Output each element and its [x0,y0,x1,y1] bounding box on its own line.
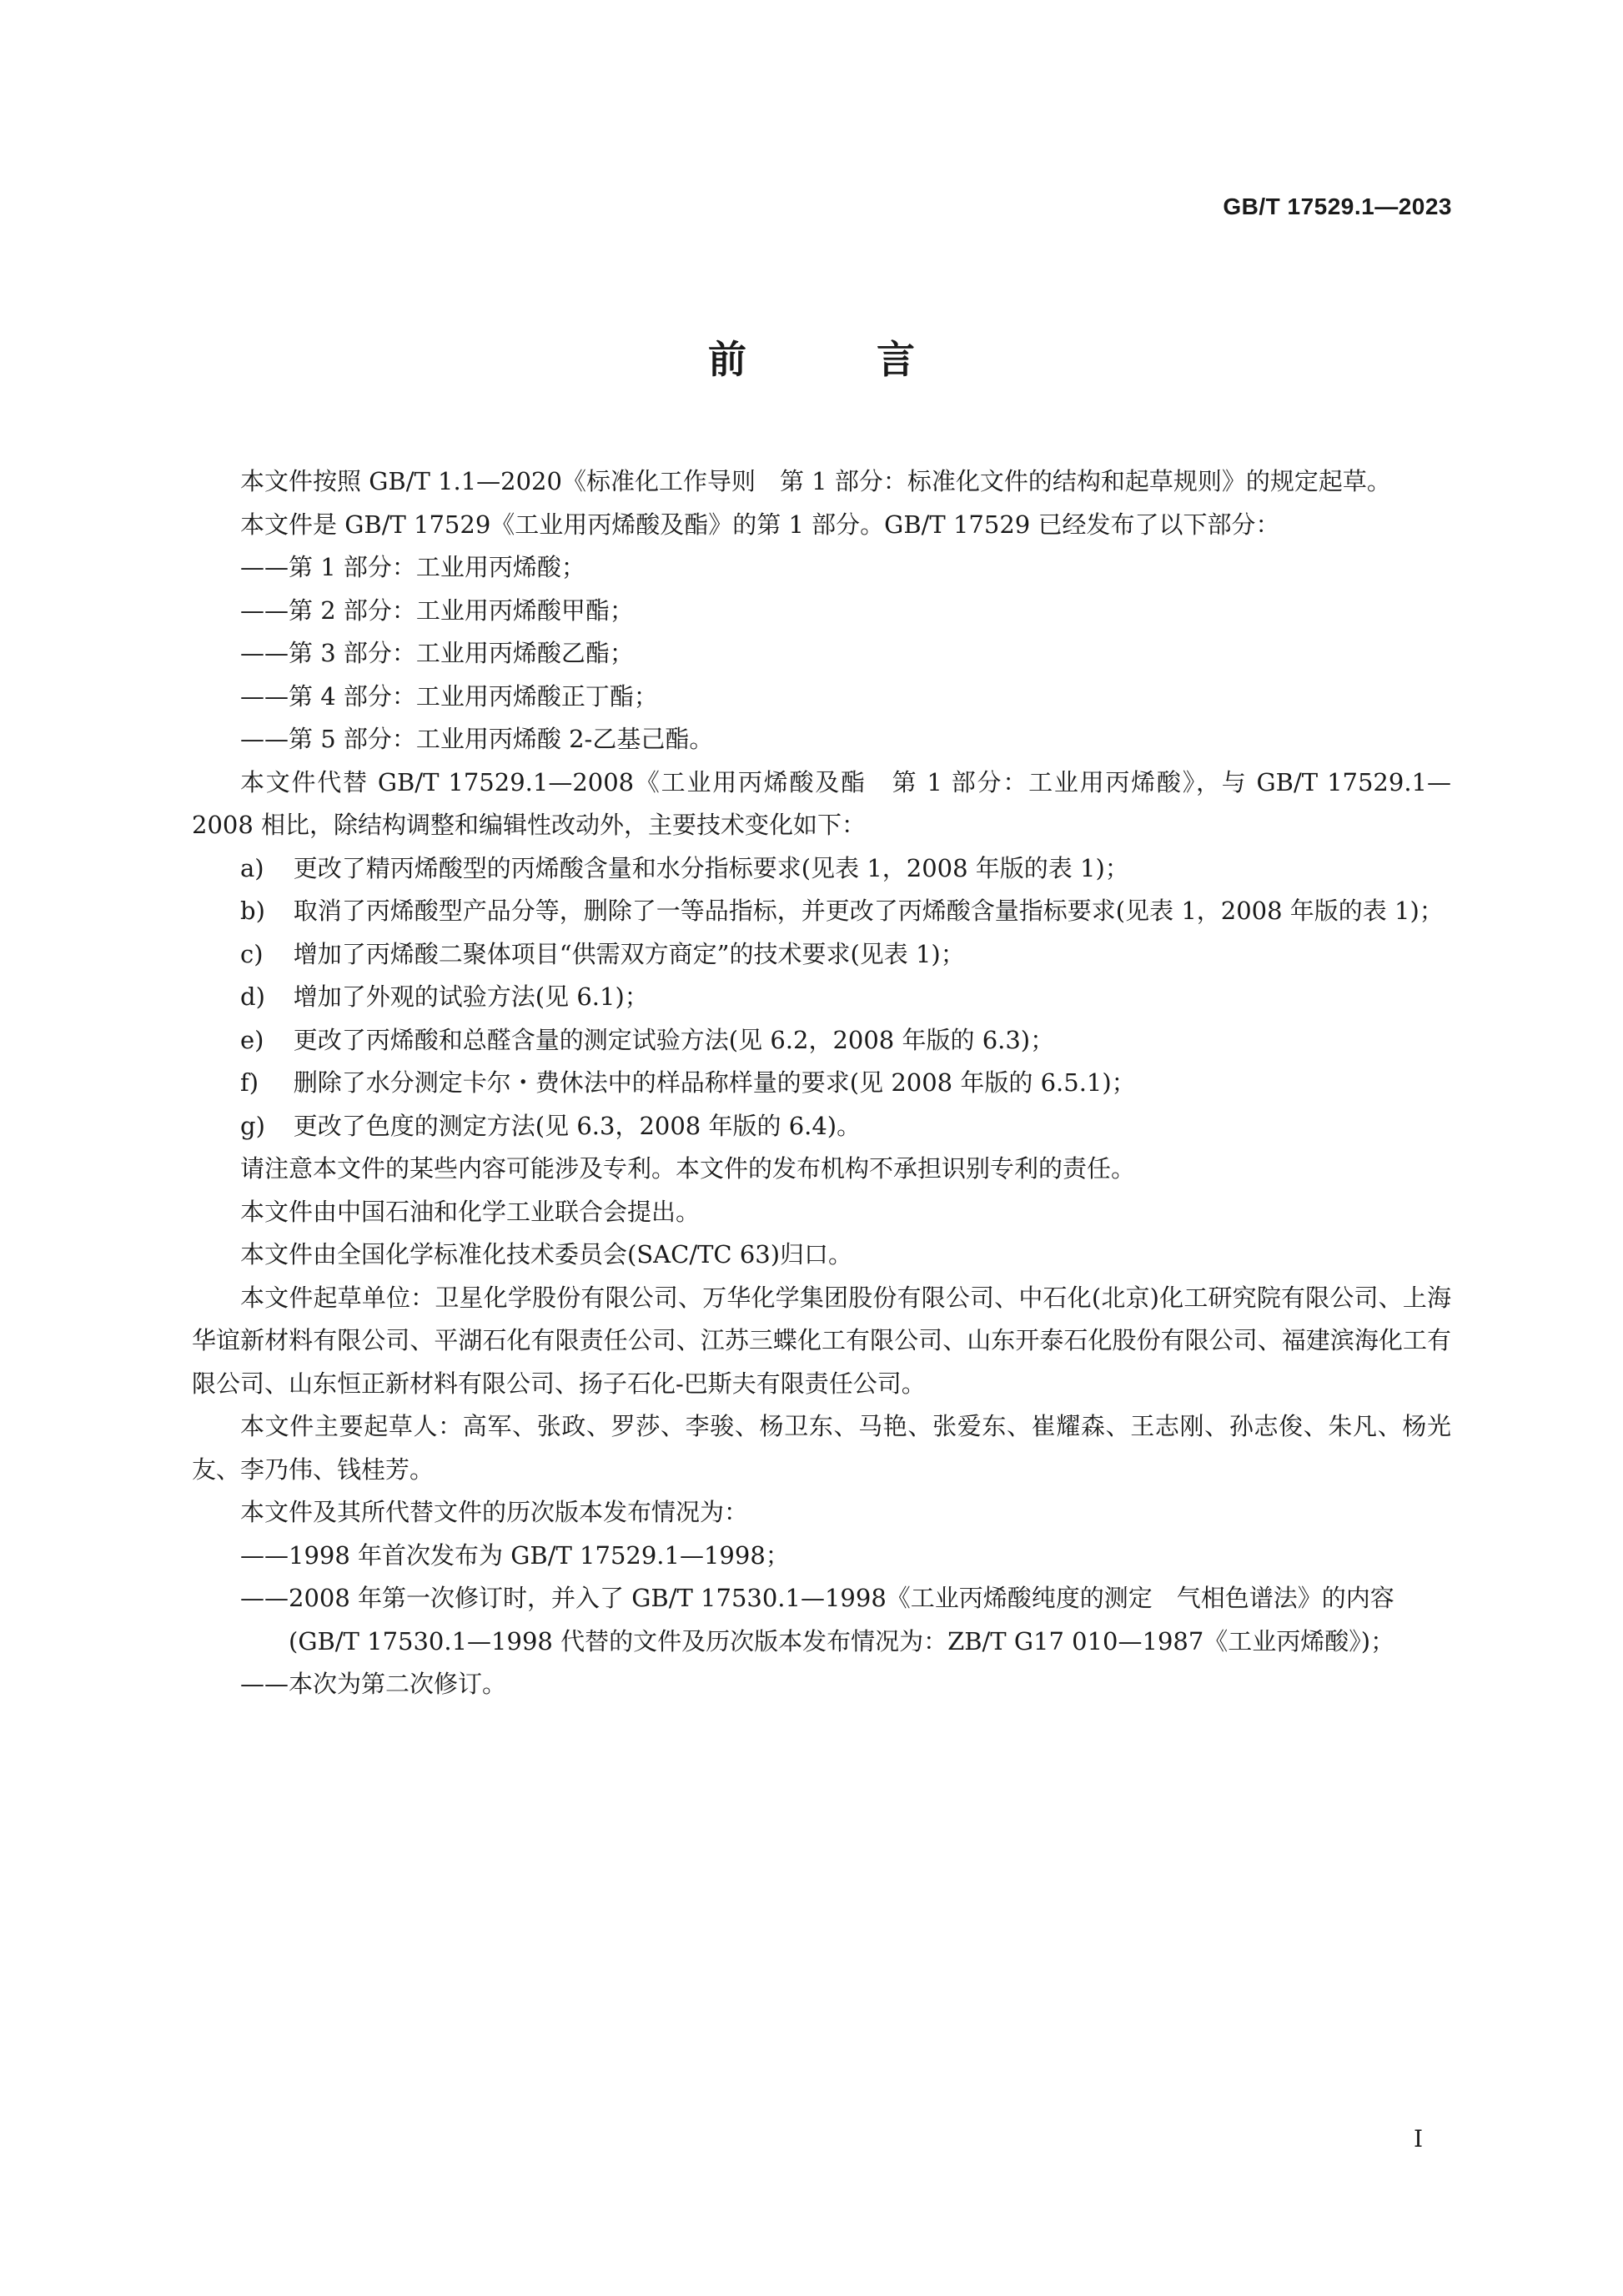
paragraph-drafting-units: 本文件起草单位：卫星化学股份有限公司、万华化学集团股份有限公司、中石化(北京)化工研究院有限公司、上海华谊新材料有限公司、平湖石化有限责任公司、江苏三蝶化工有限公司、山东开泰石化股份有限公司、福建滨海化工有限公司、山东恒正新材料有限公司、扬子石化-巴斯夫有限责任公司。 [192,1283,1451,1398]
list-item: ——第 1 部分：工业用丙烯酸； [240,553,585,581]
list-item-text: 删除了水分测定卡尔・费休法中的样品称样量的要求(见 2008 年版的 6.5.1)； [293,1068,1136,1097]
list-marker: c) [240,939,264,968]
page-title: 前 言 [707,337,973,382]
page-number: I [1413,2125,1423,2153]
history-list [192,1535,1451,1706]
list-item-text: 更改了丙烯酸和总醛含量的测定试验方法(见 6.2，2008 年版的 6.3)； [293,1025,1055,1054]
list-marker: d) [240,982,265,1011]
list-item-text: 取消了丙烯酸型产品分等，删除了一等品指标，并更改了丙烯酸含量指标要求(见表 1，2008 年版的表 1)； [293,897,1444,925]
list-marker: b) [240,897,265,925]
list-item [192,933,1451,977]
paragraph-history-intro: 本文件及其所代替文件的历次版本发布情况为： [240,1498,749,1526]
list-item [192,1019,1451,1063]
paragraph-drafters: 本文件主要起草人：高军、张政、罗莎、李骏、杨卫东、马艳、张爱东、崔耀森、王志刚、孙志俊、朱凡、杨光友、李乃伟、钱桂芳。 [192,1412,1451,1484]
list-item [192,976,1451,1019]
paragraph-drafting-rules: 本文件按照 GB/T 1.1—2020《标准化工作导则 第 1 部分：标准化文件的结构和起草规则》的规定起草。 [240,467,1391,495]
list-item [192,847,1451,891]
list-marker: g) [240,1111,265,1140]
list-item: ——第 4 部分：工业用丙烯酸正丁酯； [240,681,658,711]
list-item: ——1998 年首次发布为 GB/T 17529.1—1998； [240,1540,790,1570]
changes-list [192,847,1451,1148]
foreword-body [192,460,1451,1706]
list-item: ——第 2 部分：工业用丙烯酸甲酯； [240,595,634,625]
list-item-text: 增加了外观的试验方法(见 6.1)； [293,982,649,1011]
list-item: ——本次为第二次修订。 [240,1670,507,1698]
list-item [192,890,1451,933]
paragraph-replacement: 本文件代替 GB/T 17529.1—2008《工业用丙烯酸及酯 第 1 部分：工业用丙烯酸》，与 GB/T 17529.1—2008 相比，除结构调整和编辑性改动外，主要技术变化如下： [192,767,1451,839]
paragraph-proposer: 本文件由中国石油和化学工业联合会提出。 [240,1197,701,1226]
list-item: ——第 3 部分：工业用丙烯酸乙酯； [240,639,634,667]
list-marker: e) [240,1025,264,1054]
list-item-text: 增加了丙烯酸二聚体项目“供需双方商定”的技术要求(见表 1)； [293,939,965,968]
list-item-text: 更改了色度的测定方法(见 6.3，2008 年版的 6.4)。 [293,1111,862,1140]
paragraph-parts-intro: 本文件是 GB/T 17529《工业用丙烯酸及酯》的第 1 部分。GB/T 17529 已经发布了以下部分： [240,510,1280,539]
paragraph-committee: 本文件由全国化学标准化技术委员会(SAC/TC 63)归口。 [240,1240,853,1269]
list-item-text: 更改了精丙烯酸型的丙烯酸含量和水分指标要求(见表 1，2008 年版的表 1)； [293,853,1129,882]
list-item [192,1105,1451,1148]
list-item: ——第 5 部分：工业用丙烯酸 2-乙基己酯。 [240,725,714,753]
list-item [192,1062,1451,1105]
list-item: ——2008 年第一次修订时，并入了 GB/T 17530.1—1998《工业丙烯酸纯度的测定 气相色谱法》的内容(GB/T 17530.1—1998 代替的文件及历次版本发布情况为：ZB/T G17 010—1987《工业丙烯酸》)； [240,1584,1395,1655]
list-marker: a) [240,853,264,882]
parts-list [192,546,1451,761]
paragraph-patent-notice: 请注意本文件的某些内容可能涉及专利。本文件的发布机构不承担识别专利的责任。 [240,1154,1136,1183]
standard-number: GB/T 17529.1—2023 [1223,193,1452,219]
list-marker: f) [240,1068,259,1097]
